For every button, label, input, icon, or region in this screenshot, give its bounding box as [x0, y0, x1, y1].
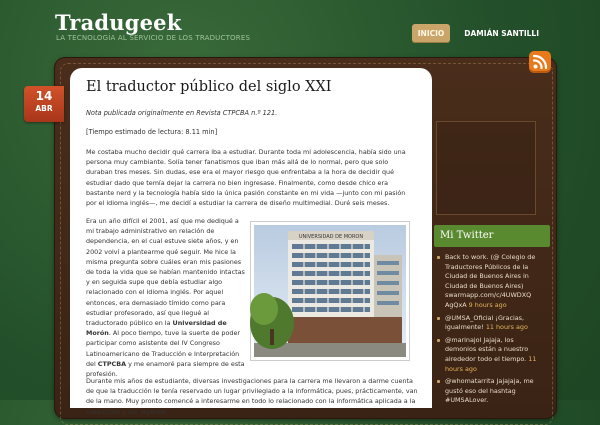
rss-icon	[529, 51, 551, 73]
tweet-text: @marinajol Jajaja, los demonios están a nuestro alrededor todo el tiempo.	[445, 335, 529, 363]
tweet-time[interactable]: 11 hours ago	[485, 323, 528, 332]
post-image-building	[250, 221, 410, 361]
sidebar-widget-empty	[436, 121, 536, 215]
tweet-item[interactable]	[436, 314, 544, 333]
ctpcba-name: CTPCBA	[97, 359, 127, 368]
nav-item-damian-santilli[interactable]: DAMIÁN SANTILLI	[464, 29, 539, 38]
paragraph-second	[86, 216, 248, 379]
tweet-item[interactable]	[436, 253, 544, 311]
tweet-text: @whomatarrita Jajajaja, me gustó eso del hashtag #UMSALover.	[445, 377, 534, 405]
twitter-widget-title: Mi Twitter	[434, 225, 550, 247]
post-title[interactable]: El traductor público del siglo XXI	[86, 79, 332, 95]
publication-note: Nota publicada originalmente en Revista CTPCBA n.º 121.	[86, 109, 278, 117]
twitter-feed	[436, 253, 544, 409]
tweet-text: @UMSA_Oficial ¡Gracias, igualmente!	[445, 313, 525, 332]
tweet-item[interactable]	[436, 336, 544, 374]
main-nav	[412, 24, 545, 43]
post-date-day: 14	[35, 89, 53, 103]
tweet-time[interactable]: 9 hours ago	[468, 300, 507, 309]
nav-item-inicio[interactable]: INICIO	[412, 24, 451, 43]
university-building-image	[254, 225, 406, 357]
paragraph-third: Durante mis años de estudiante, diversas investigaciones para la carrera me llevaron a darme cuenta de que la traducción le tenía reservado un lugar privilegiado a la informática, pues, prácticamente, van de la mano. Muy pronto comencé a interesarme en todo lo relacionado con la informática aplicada a la traducción y así, leyendo	[86, 377, 418, 416]
post-date-month: ABR	[35, 104, 53, 113]
svg-text:UNIVERSIDAD DE MORON: UNIVERSIDAD DE MORON	[298, 234, 364, 240]
tweet-item[interactable]	[436, 377, 544, 406]
site-description: LA TECNOLOGÍA AL SERVICIO DE LOS TRADUCTORES	[56, 34, 251, 42]
paragraph-second-text-c: y me enamoré para siempre de esta profesión.	[86, 359, 245, 379]
university-link: Universidad de Morón	[86, 319, 227, 338]
tweet-time[interactable]: 11 hours ago	[445, 354, 537, 373]
reading-time: [Tiempo estimado de lectura: 8.11 min]	[86, 128, 218, 136]
paragraph-second-text-b: . Al poco tiempo, tuve la suerte de poder participar como asistente del IV Congreso Latinoamericano de Traducción e Interpretación del	[86, 329, 241, 368]
post-content	[70, 68, 432, 416]
rss-feed-button[interactable]	[529, 51, 551, 73]
site-title[interactable]: Tradugeek	[55, 10, 182, 35]
post-date-badge	[24, 86, 64, 122]
paragraph-second-text-a: Era un año difícil el 2001, así que me dediqué a mi trabajo administrativo en relación de dependencia, en el cual estuve siete años, y en 2002 volví a plantearme qué seguir. Me hice la misma pregunta sobre cuáles eran mis pasiones de toda la vida que se habían mantenido intactas y en seguida supe que debía estudiar algo relacionado con el idioma inglés. Por aquel entonces, era demasiado tímido como para estudiar profesorado, así que llegué al traductorado público en la	[86, 217, 245, 328]
paragraph-intro: Me costaba mucho decidir qué carrera iba a estudiar. Durante toda mi adolescencia, había sido una persona muy cambiante. Solía tener fanatismos que iban más allá de lo normal, pero que solo duraban tres meses. Sin dudas, ese era el mayor riesgo que enfrentaba a la hora de decidir qué estudiar dado que temía dejar la carrera no bien ingresase. Finalmente, como desde chico era bastante nerd y la tecnología había sido la única pasión constante en mi vida —junto con mi pasión por el idioma inglés—, me decidí a estudiar la carrera de diseño multimedial. Duré seis meses.	[86, 148, 406, 208]
tweet-text: Back to work. (@ Colegio de Traductores Públicos de la Ciudad de Buenos Aires in Ciudad de Buenos Aires) swarmapp.com/c/4UWDXQ AgQxA	[445, 253, 536, 309]
